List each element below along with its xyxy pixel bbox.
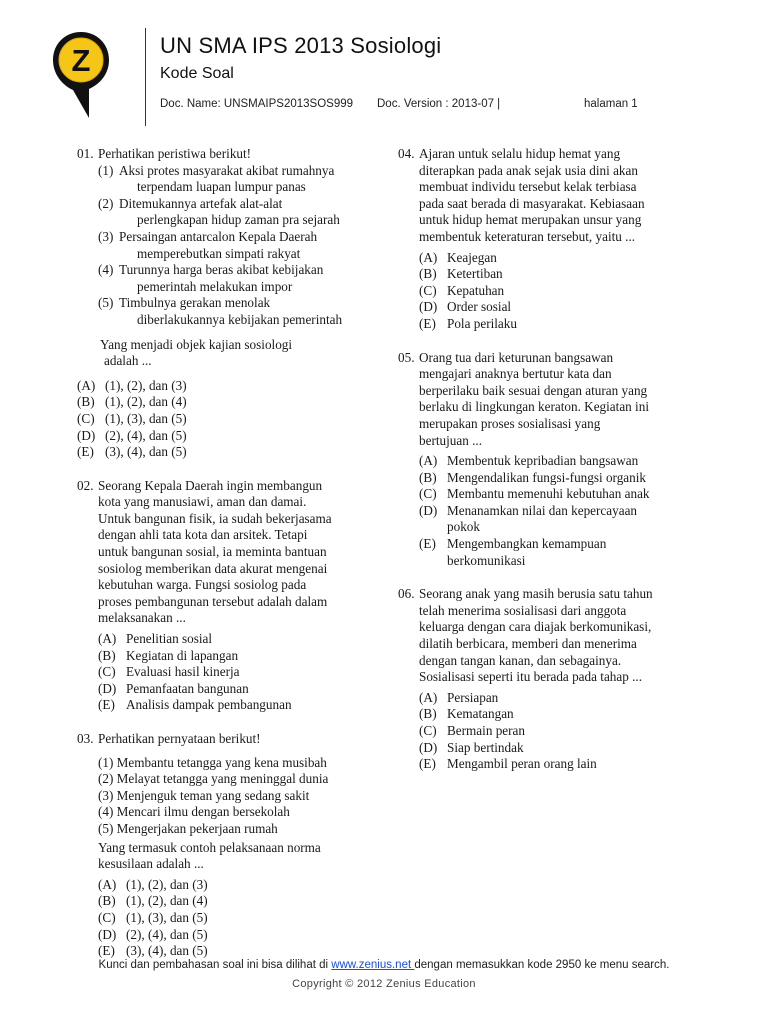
option-text: Siap bertindak [447,739,524,755]
answer-options [77,378,377,461]
statement-number: (3) [98,228,114,244]
option-b[interactable] [419,266,698,283]
doc-version: Doc. Version : 2013-07 | [377,98,501,110]
question-prompt [98,840,377,873]
option-text: Ketertiban [447,266,503,282]
option-text: Kepatuhan [447,282,505,298]
stem-line: mengajari anaknya bertutur kata dan [419,366,612,382]
option-text: (2), (4), dan (5) [126,926,208,942]
stem-line: proses pembangunan tersebut adalah dalam [98,593,328,609]
option-letter: (C) [98,664,116,680]
zenius-link[interactable]: www.zenius.net [331,959,415,971]
option-letter: (E) [98,697,115,713]
statement-item [98,295,377,328]
left-column [77,146,377,975]
footer-note [0,959,768,971]
option-c[interactable] [419,486,698,503]
stem-line: pada saat berada di masyarakat. Kebiasaan [419,195,645,211]
answer-options [98,631,377,714]
option-c[interactable] [98,910,377,927]
option-letter: (B) [419,469,437,485]
option-letter: (D) [98,926,117,942]
question-stem [98,478,377,627]
option-e[interactable] [419,316,698,333]
stem-line: membentuk keteraturan tersebut, yaitu ... [419,228,636,244]
option-d[interactable] [77,428,377,445]
question-number: 01. [77,146,94,161]
option-text: Membentuk kepribadian bangsawan [447,453,639,469]
option-letter: (E) [98,943,115,959]
stem-line: membuat individu tersebut kelak terbiasa [419,179,637,195]
question-stem [419,586,698,686]
option-e[interactable] [419,756,698,773]
option-text: Penelitian sosial [126,631,213,647]
option-e[interactable] [98,697,377,714]
logo-letter: Z [71,43,91,78]
option-a[interactable] [419,250,698,267]
option-letter: (E) [419,756,436,772]
question-03 [77,731,377,960]
statement-number: (4) [98,262,114,278]
question-prompt [100,337,377,370]
stem-line: berlaku di lingkungan keraton. Kegiatan ini [419,399,649,415]
statement-item [98,163,377,196]
option-text: Kematangan [447,706,514,722]
option-text-cont: pokok [447,519,480,535]
stem-line: bertujuan ... [419,432,482,448]
answer-options [419,453,698,569]
option-text: Mengembangkan kemampuan [447,536,607,552]
prompt-line: Yang menjadi objek kajian sosiologi [100,336,293,352]
copyright: Copyright © 2012 Zenius Education [292,978,476,990]
option-text: Mengendalikan fungsi-fungsi organik [447,469,646,485]
doc-name: Doc. Name: UNSMAIPS2013SOS999 [160,98,354,110]
stem-line: Sosialisasi seperti itu berada pada tahap ... [419,669,643,685]
option-text: (2), (4), dan (5) [105,427,187,443]
option-b[interactable] [77,394,377,411]
statement-text-cont: perlengkapan hidup zaman pra sejarah [137,212,340,228]
option-c[interactable] [419,723,698,740]
option-text-cont: berkomunikasi [447,552,526,568]
option-letter: (E) [419,315,436,331]
stem-line: diterapkan pada anak sejak usia dini akan [419,162,638,178]
statement-text: Aksi protes masyarakat akibat rumahnya [119,162,335,178]
page-title: UN SMA IPS 2013 Sosiologi [160,33,442,58]
option-text: Pola perilaku [447,315,517,331]
stem-line: Orang tua dari keturunan bangsawan [419,349,614,365]
statement-item [98,196,377,229]
option-text: Order sosial [447,299,512,315]
question-stem: Perhatikan peristiwa berikut! [98,146,252,161]
option-text: (3), (4), dan (5) [126,943,208,959]
header-divider [145,28,146,126]
option-letter: (B) [419,706,437,722]
option-letter: (A) [98,876,117,892]
option-letter: (D) [419,299,438,315]
stem-line: kebutuhan warga. Fungsi sosiolog pada [98,577,307,593]
option-text: Analisis dampak pembangunan [126,697,292,713]
right-column [398,146,698,788]
stem-line: kota yang manusiawi, aman dan damai. [98,494,307,510]
option-text: Menanamkan nilai dan kepercayaan [447,502,638,518]
option-letter: (C) [419,723,437,738]
option-letter: (C) [419,282,437,298]
option-d[interactable] [98,681,377,698]
statement-text-cont: pemerintah melakukan impor [137,278,293,294]
statement-text-cont: diberlakukannya kebijakan pemerintah [137,311,343,327]
statement-item: (1) Membantu tetangga yang kena musibah [98,754,327,770]
option-c[interactable] [77,411,377,428]
option-letter: (A) [77,377,96,393]
statement-number: (1) [98,162,114,178]
stem-line: dengan tangan kanan, dan sebagainya. [419,652,622,668]
statement-text-cont: memperebutkan simpati rakyat [137,245,301,261]
stem-line: keluarga dengan cara diajak berkomunikasi, [419,619,652,635]
option-a[interactable] [77,378,377,395]
question-number: 06. [398,586,415,602]
statement-item: (5) Mengerjakan pekerjaan rumah [98,820,278,836]
option-letter: (C) [77,410,95,426]
option-a[interactable] [98,631,377,648]
zenius-logo [52,30,110,120]
option-letter: (E) [419,536,436,552]
option-a[interactable] [98,877,377,894]
question-04 [398,146,698,333]
statement-list [98,755,377,838]
stem-line: Untuk bangunan fisik, ia sudah bekerjasama [98,510,332,526]
option-text: (1), (2), dan (4) [105,394,187,410]
option-letter: (D) [98,680,117,696]
stem-line: untuk bangunan sosial, ia meminta bantuan [98,544,327,560]
option-letter: (D) [77,427,96,443]
question-number: 03. [77,731,94,746]
statement-item [98,229,377,262]
option-letter: (E) [77,444,94,460]
option-text: (1), (2), dan (4) [126,893,208,909]
option-d[interactable] [98,927,377,944]
statement-item [98,262,377,295]
question-stem [419,146,698,246]
stem-line: Seorang Kepala Daerah ingin membangun [98,477,323,493]
option-c[interactable] [419,283,698,300]
option-letter: (C) [98,909,116,925]
option-b[interactable] [419,706,698,723]
stem-line: melaksanakan ... [98,610,186,626]
option-text: Kegiatan di lapangan [126,647,239,663]
option-d[interactable] [419,299,698,316]
option-text: Pemanfaatan bangunan [126,680,249,696]
option-text: Evaluasi hasil kinerja [126,664,240,680]
option-text: (1), (2), dan (3) [105,377,187,393]
option-e[interactable] [419,536,698,569]
answer-options [98,877,377,960]
option-letter: (B) [98,893,116,909]
stem-line: dilatih berbicara, memberi dan menerima [419,636,637,652]
option-letter: (A) [98,631,117,647]
question-05 [398,350,698,570]
statement-text: Ditemukannya artefak alat-alat [119,195,283,211]
stem-line: Ajaran untuk selalu hidup hemat yang [419,146,621,161]
stem-line: berperilaku baik sesuai dengan aturan yang [419,382,648,398]
stem-line: Seorang anak yang masih berusia satu tahun [419,586,653,602]
option-d[interactable] [419,503,698,536]
stem-line: dengan ahli tata kota dan arsitek. Tetapi [98,527,308,543]
option-b[interactable] [419,470,698,487]
answer-options [419,250,698,333]
option-text: Persiapan [447,689,499,705]
option-b[interactable] [98,893,377,910]
question-stem: Perhatikan pernyataan berikut! [98,731,261,746]
stem-line: sosiolog memberikan data akurat mengenai [98,560,328,576]
statement-text: Timbulnya gerakan menolak [119,295,271,311]
question-number: 02. [77,477,94,493]
option-b[interactable] [98,648,377,665]
option-a[interactable] [419,453,698,470]
option-letter: (B) [419,266,437,282]
footer-text: Kunci dan pembahasan soal ini bisa dilihat di [98,959,332,971]
statement-item: (3) Menjenguk teman yang sedang sakit [98,787,310,803]
statement-number: (2) [98,195,114,211]
question-06 [398,586,698,773]
option-letter: (D) [419,739,438,755]
statement-text-cont: terpendam luapan lumpur panas [137,179,306,195]
statement-number: (5) [98,295,114,311]
prompt-line: Yang termasuk contoh pelaksanaan norma [98,839,321,855]
option-e[interactable] [77,444,377,461]
option-letter: (A) [419,249,438,265]
prompt-line: adalah ... [104,353,152,369]
option-text: Mengambil peran orang lain [447,756,597,772]
question-02 [77,478,377,714]
question-number: 04. [398,146,415,161]
option-text: (1), (3), dan (5) [105,410,187,426]
question-number: 05. [398,349,415,365]
question-01 [77,146,377,461]
answer-options [419,690,698,773]
statement-item: (4) Mencari ilmu dengan bersekolah [98,804,290,820]
option-text: (1), (3), dan (5) [126,909,208,925]
stem-line: untuk hidup hemat merupakan unsur yang [419,212,642,228]
option-letter: (B) [77,394,95,410]
option-d[interactable] [419,740,698,757]
option-letter: (D) [419,502,438,518]
page-number: halaman 1 [584,98,638,110]
option-letter: (A) [419,453,438,469]
option-letter: (C) [419,486,437,502]
option-text: Membantu memenuhi kebutuhan anak [447,486,650,502]
statement-item: (2) Melayat tetangga yang meninggal dunia [98,771,329,787]
option-a[interactable] [419,690,698,707]
footer-text: dengan memasukkan kode 2950 ke menu search. [414,959,670,971]
option-text: (3), (4), dan (5) [105,444,187,460]
option-text: Bermain peran [447,723,525,738]
statement-text: Persaingan antarcalon Kepala Daerah [119,228,318,244]
prompt-line: kesusilaan adalah ... [98,856,204,872]
option-c[interactable] [98,664,377,681]
question-stem [419,350,698,450]
option-text: Keajegan [447,249,497,265]
option-text: (1), (2), dan (3) [126,876,208,892]
option-letter: (A) [419,689,438,705]
page-subtitle: Kode Soal [160,65,234,82]
stem-line: telah menerima sosialisasi dari anggota [419,602,627,618]
stem-line: merupakan proses sosialisasi yang [419,415,601,431]
option-e[interactable] [98,943,377,960]
statement-text: Turunnya harga beras akibat kebijakan [119,262,324,278]
option-letter: (B) [98,647,116,663]
